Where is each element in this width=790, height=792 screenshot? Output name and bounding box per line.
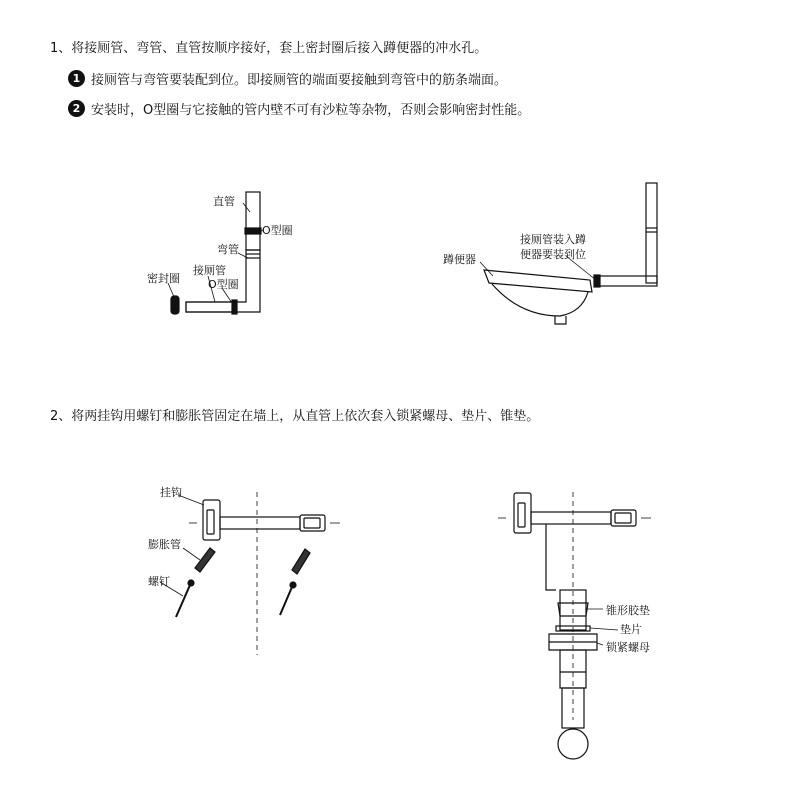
label-toilet-pipe: 接厕管 (193, 264, 226, 277)
label-squat-toilet: 蹲便器 (443, 253, 476, 266)
label-hook: 挂钩 (160, 486, 182, 499)
note-text: 接厕管与弯管要装配到位。即接厕管的端面要接触到弯管中的筋条端面。 (91, 73, 508, 88)
expansion-tube-right (292, 549, 310, 574)
horizontal-pipe (597, 276, 657, 286)
label-lock-nut: 锁紧螺母 (606, 641, 650, 654)
straight-pipe (246, 192, 260, 250)
note-number-badge: 1 (68, 70, 85, 87)
o-ring-upper (245, 228, 261, 234)
label-washer: 垫片 (620, 623, 642, 636)
label-o-ring-bottom: O型圈 (208, 278, 239, 291)
expansion-tube-left (195, 548, 215, 572)
label-o-ring-top: O型圈 (262, 224, 293, 237)
leader-washer (590, 628, 618, 630)
label-expansion-tube: 膨胀管 (148, 538, 181, 551)
o-ring-lower (232, 300, 237, 314)
screw-right (280, 587, 292, 615)
leader-expansion-tube (183, 548, 200, 560)
label-elbow: 弯管 (217, 243, 239, 256)
leader-squat-toilet (480, 262, 493, 276)
label-screw: 螺钉 (148, 575, 170, 588)
note-number-badge: 2 (68, 100, 85, 117)
vertical-pipe (646, 183, 657, 283)
label-cone-gasket: 锥形胶垫 (606, 604, 650, 617)
screw-left (176, 585, 190, 617)
label-straight-pipe: 直管 (213, 195, 235, 208)
note-text: 安装时，O型圈与它接触的管内壁不可有沙粒等杂物，否则会影响密封性能。 (91, 103, 531, 118)
pipe-end-ball (558, 729, 588, 759)
label-install-note-1: 接厕管装入蹲 (520, 233, 586, 246)
leader-lock-nut (597, 643, 603, 645)
hook-pipe (220, 517, 300, 529)
toilet-connection-pipe (186, 302, 236, 312)
hook-pipe-2 (531, 512, 611, 524)
squat-toilet-body (484, 270, 592, 292)
step1-text: 1、将接厕管、弯管、直管按顺序接好，套上密封圈后接入蹲便器的冲水孔。 (50, 41, 488, 56)
label-seal-ring: 密封圈 (147, 272, 180, 285)
label-install-note-2: 便器要装到位 (520, 248, 586, 261)
figure-pipe-assembly (168, 192, 264, 314)
figure-hook-fixing (160, 492, 340, 655)
seal-ring (171, 296, 179, 314)
step2-text: 2、将两挂钩用螺钉和膨胀管固定在墙上，从直管上依次套入锁紧螺母、垫片、锥垫。 (50, 409, 540, 424)
